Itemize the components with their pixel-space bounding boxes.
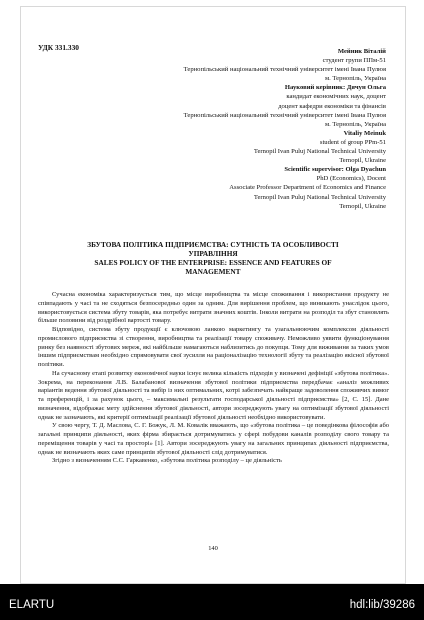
repository-footer-bar xyxy=(0,584,424,620)
author-line: student of group PPm-51 xyxy=(319,138,386,146)
paragraph-4: У свою чергу, Т. Д. Маслова, С. Г. Божук, Л. М. Ковалік вважають, що «збутова політика – це поведінкова філософія або загальні принципи діяльності, яких фірма збирається дотримуватись у сфері побудови каналів розподілу свого товару та переміщення товарів у часі та просторі» [1]. Автори зосереджують увагу на загальних принципах діяльності підприємства, однак не визначають яких саме принципів збутової діяльності слід дотримуватися. xyxy=(38,422,389,456)
author-line: Scientific supervisor: Olga Dyachun xyxy=(284,166,386,174)
author-line: студент групи ППм-51 xyxy=(322,57,386,65)
author-line: Тернопільський національний технічний університет імені Івана Пулюя xyxy=(183,111,386,119)
author-line: Ternopil, Ukraine xyxy=(339,202,386,210)
article-page xyxy=(20,6,406,584)
author-line: Vitaliy Meinuk xyxy=(343,129,386,137)
author-line: кандидат економічних наук, доцент xyxy=(286,93,386,101)
repository-name: ELARTU xyxy=(9,599,55,611)
title-english-line-2: MANAGEMENT xyxy=(185,267,241,277)
author-line: PhD (Economics), Docent xyxy=(316,175,386,183)
author-line: м. Тернопіль, Україна xyxy=(324,75,386,83)
title-ukrainian-line-2: УПРАВЛІННЯ xyxy=(188,249,238,259)
paragraph-2: Відповідно, система збуту продукції є ключовою ланкою маркетингу та узагальнюючим комплексом діяльності промислового підприємства зі створення, виробництва та реалізації товару споживачу. Неможливо уявити функціонування ринку без наявності збутових мереж, які найбільше намагаються наблизитись до покупця. Тому для виживання за таких умов іншим підприємствам необхідно спрямовувати свої зусилля на раціоналізацію технології збуту та реалізацію якісної збутової політики. xyxy=(38,326,389,368)
author-info-block xyxy=(56,47,386,211)
udk-code: УДК 331.330 xyxy=(38,43,79,52)
paragraph-1: Сучасна економіка характеризується тим, що місце виробництва та місце споживання і використання продукту не співпадають у часі та не сходяться безпосередньо один за одним. Для вирішення проблем, що виникають унаслідок цього, використовується система збуту товарів, яка потребує витрати значних коштів. Інколи витрати на розподіл та збут становлять більше половини від роздрібної вартості товару. xyxy=(38,291,389,325)
author-line: Тернопільський національний технічний університет імені Івана Пулюя xyxy=(183,66,386,74)
author-line: Мейник Віталій xyxy=(337,48,386,55)
author-line: доцент кафедри економіки та фінансів xyxy=(278,102,386,110)
paragraph-3: На сучасному етапі розвитку економічної науки існує велика кількість підходів у визначені дефініції «збутова політика». Зокрема, на переконання Л.В. Балабанової визначення збутової політики підприємства передбачає «аналіз можливих варіантів ведення збутової діяльності та вибір із них оптимальних, котрі забезпечать найкраще задоволення споживчих вимог та преференцій, і за рахунок цього, – максимальні результати господарської діяльності підприємства» [2, С. 15]. Дане визначення, відображає мету здійснення збутової діяльності, автори зосереджують увагу на оптимізації збутової діяльності однак не зазначають, які критерії оптимізації реалізації збутової діяльності необхідно використовувати. xyxy=(38,369,389,421)
article-body xyxy=(38,291,389,466)
title-ukrainian-line-1: ЗБУТОВА ПОЛІТИКА ПІДПРИЄМСТВА: СУТНІСТЬ ТА ОСОБЛИВОСТІ xyxy=(87,240,339,249)
handle-identifier[interactable]: hdl:lib/39286 xyxy=(349,599,415,611)
author-line: Ternopil Ivan Puluj National Technical University xyxy=(253,148,386,156)
author-line: Associate Professor Department of Economics and Finance xyxy=(229,184,386,192)
author-line: м. Тернопіль, Україна xyxy=(324,120,386,128)
paragraph-5: Згідно з визначенням С.С. Гаркавенко, «збутова політика розподілу – це діяльність xyxy=(52,457,282,465)
article-title-block xyxy=(38,240,388,276)
author-line: Науковий керівник: Дячун Ольга xyxy=(284,84,386,92)
author-line: Ternopil Ivan Puluj National Technical University xyxy=(253,193,386,201)
author-line: Ternopil, Ukraine xyxy=(339,157,386,165)
title-english-line-1: SALES POLICY OF THE ENTERPRISE: ESSENCE AND FEATURES OF xyxy=(94,258,332,268)
page-number: 140 xyxy=(208,545,218,552)
